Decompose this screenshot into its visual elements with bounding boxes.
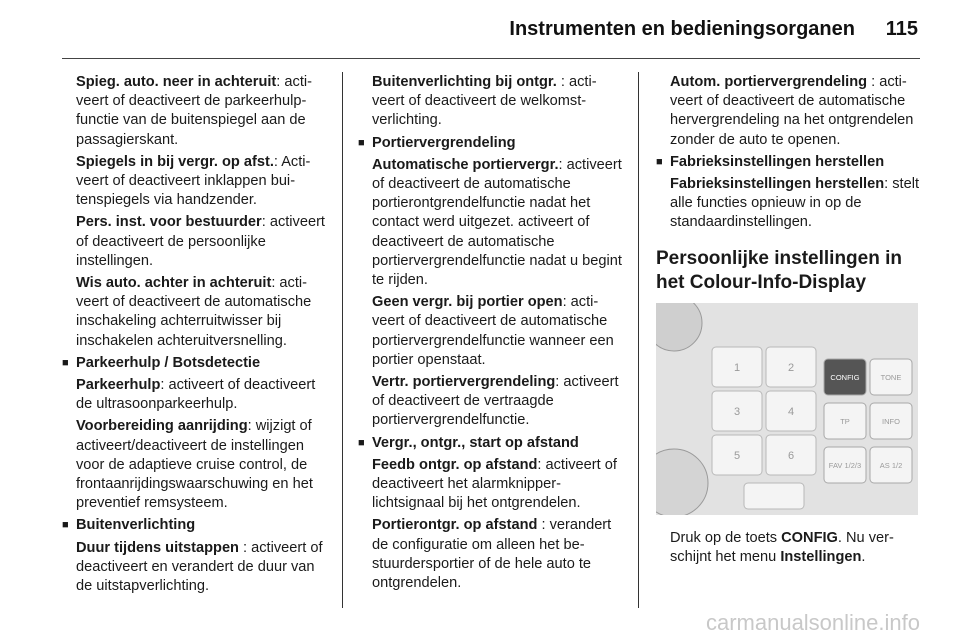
- header-rule: [62, 58, 920, 59]
- function-label: INFO: [882, 416, 900, 426]
- bullet-heading: ■ Portiervergrendeling: [358, 134, 624, 153]
- function-label: TP: [840, 416, 850, 426]
- setting-term: Automatische portiervergr.: [372, 156, 559, 173]
- function-label: CONFIG: [830, 372, 860, 382]
- setting-term: Duur tijdens uitstappen: [76, 539, 239, 556]
- radio-panel-illustration: [656, 303, 918, 515]
- setting-item: [372, 293, 624, 370]
- bullet-heading: ■ Parkeerhulp / Botsdetectie: [62, 354, 328, 373]
- page-title: Instrumenten en bedieningsorganen: [509, 18, 855, 40]
- setting-term: Parkeerhulp: [76, 377, 161, 394]
- setting-item: [372, 373, 624, 431]
- setting-description: : activeert of deactiveert en verandert de duur van de uitstapverlichting.: [76, 539, 323, 595]
- setting-item: [372, 456, 624, 514]
- setting-description: : wijzigt of activeert/deactiveert de instellingen voor de adaptieve cruise control, de frontaanrijdingswaarschuwing en het preventief remsysteem.: [76, 418, 313, 512]
- section-heading: Persoonlijke instellingen in het Colour-Info-Display: [656, 247, 902, 293]
- bullet-heading: ■ Fabrieksinstellingen herstellen: [656, 153, 922, 172]
- setting-description: : activeert of deactiveert de automatische portierontgrendelfunctie nadat het contact werd uitgezet. activeert of deactiveert de automatische portiervergrendelfunctie nadat u begint te rijden.: [372, 156, 622, 289]
- setting-description: : activeert of deactiveert de automatische portiervergrendelfunctie wanneer een portier openstaat.: [372, 294, 614, 368]
- page-header: [0, 0, 960, 70]
- bullet-heading: ■ Vergr., ontgr., start op afstand: [358, 434, 624, 453]
- setting-item: [372, 73, 624, 131]
- setting-item: [76, 73, 328, 150]
- setting-description: : verandert de configuratie om alleen het bestuurdersportier of de hele auto te ontgrendelen.: [372, 517, 612, 592]
- setting-term: Buitenverlichting bij ontgr.: [372, 74, 557, 90]
- setting-description: : activeert of deactiveert de ultrasoonparkeerhulp.: [76, 377, 316, 413]
- instruction-text: Druk op de toets CONFIG. Nu verschijnt het menu Instellingen.: [670, 529, 894, 565]
- setting-term: Vertr. portiervergrendeling: [372, 374, 556, 391]
- setting-item: [76, 153, 328, 211]
- setting-description: : activeert of deactiveert het alarmknipperlichtsignaal bij het ontgrendelen.: [372, 456, 617, 512]
- setting-item: [76, 274, 328, 351]
- preset-label: 1: [733, 361, 741, 374]
- function-label: FAV 1/2/3: [828, 460, 862, 470]
- bullet-heading: ■ Buitenverlichting: [62, 516, 328, 535]
- setting-description: : activeert of deactiveert de persoonlijke instellingen.: [76, 214, 325, 269]
- home-button: [744, 483, 804, 509]
- preset-label: 4: [787, 405, 795, 418]
- setting-item: [76, 417, 328, 513]
- preset-label: 5: [733, 449, 741, 462]
- preset-label: 3: [733, 405, 741, 418]
- setting-item: [372, 516, 624, 593]
- setting-item: [76, 213, 328, 271]
- function-label: TONE: [880, 372, 902, 382]
- setting-term: Voorbereiding aanrijding: [76, 418, 248, 435]
- setting-description: : stelt alle functies opnieuw in op de standaardinstellingen.: [670, 176, 919, 231]
- setting-term: Feedb ontgr. op afstand: [372, 456, 538, 473]
- watermark: carmanualsonline.info: [705, 610, 920, 635]
- setting-description: : Activeert of deactiveert inklappen buitenspiegels via handzender.: [76, 153, 311, 209]
- setting-description: : activeert of deactiveert de automatische inschakeling achterruitwisser bij inschakelen achteruitversnelling.: [76, 275, 312, 349]
- setting-item: [372, 156, 624, 290]
- setting-item: [76, 376, 328, 414]
- function-label: AS 1/2: [879, 460, 903, 470]
- setting-term: Autom. portiervergrendeling: [670, 74, 868, 90]
- setting-item: [670, 175, 922, 233]
- setting-description: : activeert of deactiveert de automatische hervergrendeling na het ontgrendelen zonder de auto te openen.: [670, 74, 914, 148]
- setting-description: : activeert of deactiveert de parkeerhulpfunctie van de buitenspiegel aan de passagierskant.: [76, 74, 312, 148]
- setting-term: Spieg. auto. neer in achteruit: [76, 74, 277, 90]
- setting-term: Portierontgr. op afstand: [372, 517, 538, 534]
- column-divider: [638, 72, 639, 608]
- setting-item: [76, 539, 328, 597]
- page-number: 115: [885, 18, 918, 40]
- radio-control-panel-photo: [656, 303, 918, 515]
- column-divider: [342, 72, 343, 608]
- setting-description: : activeert of deactiveert de vertraagde portiervergrendelfunctie.: [372, 374, 619, 429]
- column-1: [76, 73, 328, 599]
- setting-term: Wis auto. achter in achteruit: [76, 275, 272, 292]
- column-3: [656, 73, 922, 570]
- setting-term: Pers. inst. voor bestuurder: [76, 214, 262, 231]
- column-2: [372, 73, 624, 596]
- setting-term: Spiegels in bij vergr. op afst.: [76, 153, 274, 170]
- setting-description: : activeert of deactiveert de welkomstverlichting.: [372, 74, 597, 129]
- setting-term: Geen vergr. bij portier open: [372, 294, 563, 311]
- setting-term: Fabrieksinstellingen herstellen: [670, 176, 885, 193]
- preset-label: 6: [787, 449, 795, 462]
- preset-label: 2: [787, 361, 795, 374]
- setting-item: [670, 73, 922, 150]
